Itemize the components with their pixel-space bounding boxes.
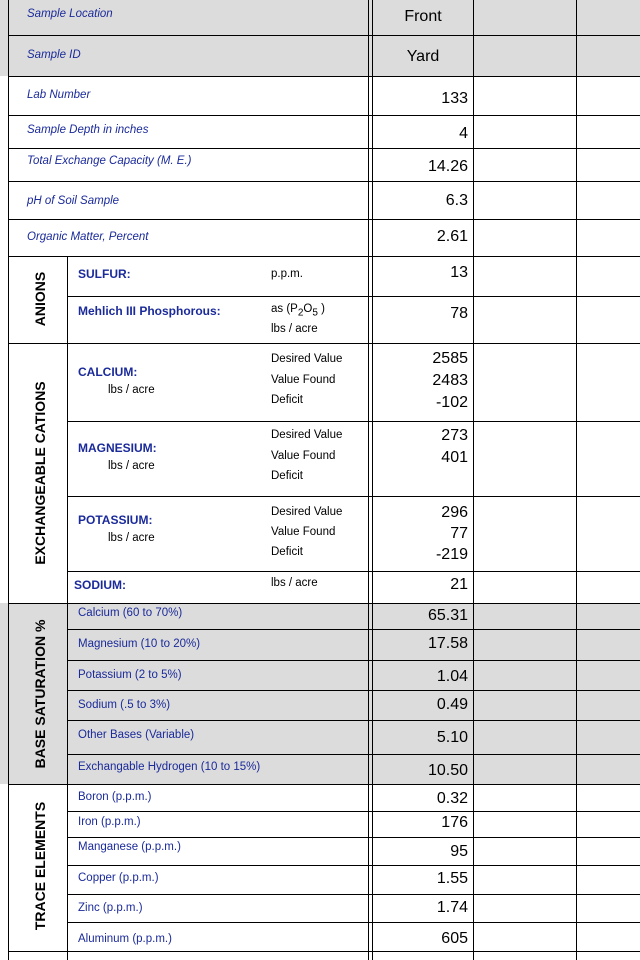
trace-aluminum-value: 605: [441, 930, 468, 947]
phosphorous-unit: as ($P_2O_5$ ): [271, 303, 325, 319]
potassium-unit: lbs / acre: [108, 532, 155, 544]
ph-value: 6.3: [445, 192, 468, 209]
base-sat-other-value: 5.10: [436, 729, 468, 746]
base-saturation-section-title: BASE SATURATION %: [32, 619, 48, 769]
trace-aluminum-label: Aluminum (p.p.m.): [78, 933, 172, 945]
trace-manganese-value: 95: [450, 843, 468, 860]
magnesium-unit: lbs / acre: [108, 460, 155, 472]
lab-number-value: 133: [441, 90, 468, 107]
base-sat-magnesium-value: 17.58: [427, 635, 468, 652]
magnesium-found-label: Value Found: [271, 450, 336, 462]
ph-label: pH of Soil Sample: [27, 195, 120, 207]
sample-id-row: [0, 36, 640, 76]
base-sat-sodium-label: Sodium (.5 to 3%): [78, 699, 171, 711]
sulfur-value: 13: [450, 264, 468, 281]
base-sat-hydrogen-value: 10.50: [427, 762, 468, 779]
potassium-desired-label: Desired Value: [271, 506, 343, 518]
magnesium-desired-label: Desired Value: [271, 429, 343, 441]
sample-location-label: Sample Location: [27, 8, 113, 20]
calcium-label: CALCIUM:: [78, 365, 138, 379]
potassium-found-label: Value Found: [271, 526, 336, 538]
calcium-found-value: 2483: [432, 372, 468, 389]
base-sat-other-label: Other Bases (Variable): [78, 729, 195, 741]
potassium-deficit-value: -219: [435, 546, 468, 563]
sulfur-label: SULFUR:: [78, 267, 131, 281]
base-sat-calcium-value: 65.31: [427, 607, 468, 624]
potassium-label: POTASSIUM:: [78, 513, 153, 527]
base-sat-hydrogen-label: Exchangable Hydrogen (10 to 15%): [78, 761, 261, 773]
sample-location-value: Front: [404, 8, 442, 25]
depth-label: Sample Depth in inches: [27, 124, 149, 136]
tec-label: Total Exchange Capacity (M. E.): [27, 155, 192, 167]
trace-boron-label: Boron (p.p.m.): [78, 791, 152, 803]
calcium-deficit-value: -102: [435, 394, 468, 411]
om-label: Organic Matter, Percent: [27, 231, 149, 243]
calcium-found-label: Value Found: [271, 374, 336, 386]
base-sat-potassium-value: 1.04: [436, 668, 468, 685]
trace-elements-section-title: TRACE ELEMENTS: [32, 801, 48, 931]
base-sat-potassium-label: Potassium (2 to 5%): [78, 669, 182, 681]
depth-value: 4: [459, 125, 468, 142]
sodium-value: 21: [450, 576, 468, 593]
magnesium-desired-value: 273: [441, 427, 468, 444]
magnesium-label: MAGNESIUM:: [78, 441, 157, 455]
potassium-desired-value: 296: [441, 504, 468, 521]
magnesium-found-value: 401: [441, 449, 468, 466]
trace-boron-value: 0.32: [436, 790, 468, 807]
sulfur-unit: p.p.m.: [271, 268, 303, 280]
phosphorous-label: Mehlich III Phosphorous:: [78, 304, 221, 318]
om-value: 2.61: [436, 228, 468, 245]
magnesium-deficit-label: Deficit: [271, 470, 303, 482]
phosphorous-unit-line2: lbs / acre: [271, 323, 318, 335]
trace-zinc-label: Zinc (p.p.m.): [78, 902, 143, 914]
sample-id-label: Sample ID: [27, 49, 81, 61]
anions-section-title: ANIONS: [32, 271, 48, 327]
base-sat-sodium-value: 0.49: [436, 696, 468, 713]
calcium-deficit-label: Deficit: [271, 394, 303, 406]
base-saturation-section: [0, 603, 640, 784]
trace-zinc-value: 1.74: [436, 899, 468, 916]
sample-id-value: Yard: [406, 48, 440, 65]
trace-copper-label: Copper (p.p.m.): [78, 872, 159, 884]
tec-value: 14.26: [427, 158, 468, 175]
cations-section-title: EXCHANGEABLE CATIONS: [32, 381, 48, 565]
sodium-label: SODIUM:: [74, 578, 126, 592]
trace-iron-value: 176: [441, 814, 468, 831]
lab-number-label: Lab Number: [27, 89, 91, 101]
calcium-desired-value: 2585: [432, 350, 468, 367]
calcium-unit: lbs / acre: [108, 384, 155, 396]
trace-iron-label: Iron (p.p.m.): [78, 816, 141, 828]
calcium-desired-label: Desired Value: [271, 353, 343, 365]
sodium-unit: lbs / acre: [271, 577, 318, 589]
phosphorous-value: 78: [450, 305, 468, 322]
base-sat-calcium-label: Calcium (60 to 70%): [78, 607, 183, 619]
trace-manganese-label: Manganese (p.p.m.): [78, 841, 181, 853]
potassium-deficit-label: Deficit: [271, 546, 303, 558]
base-sat-magnesium-label: Magnesium (10 to 20%): [78, 638, 201, 650]
potassium-found-value: 77: [450, 525, 468, 542]
trace-copper-value: 1.55: [436, 870, 468, 887]
